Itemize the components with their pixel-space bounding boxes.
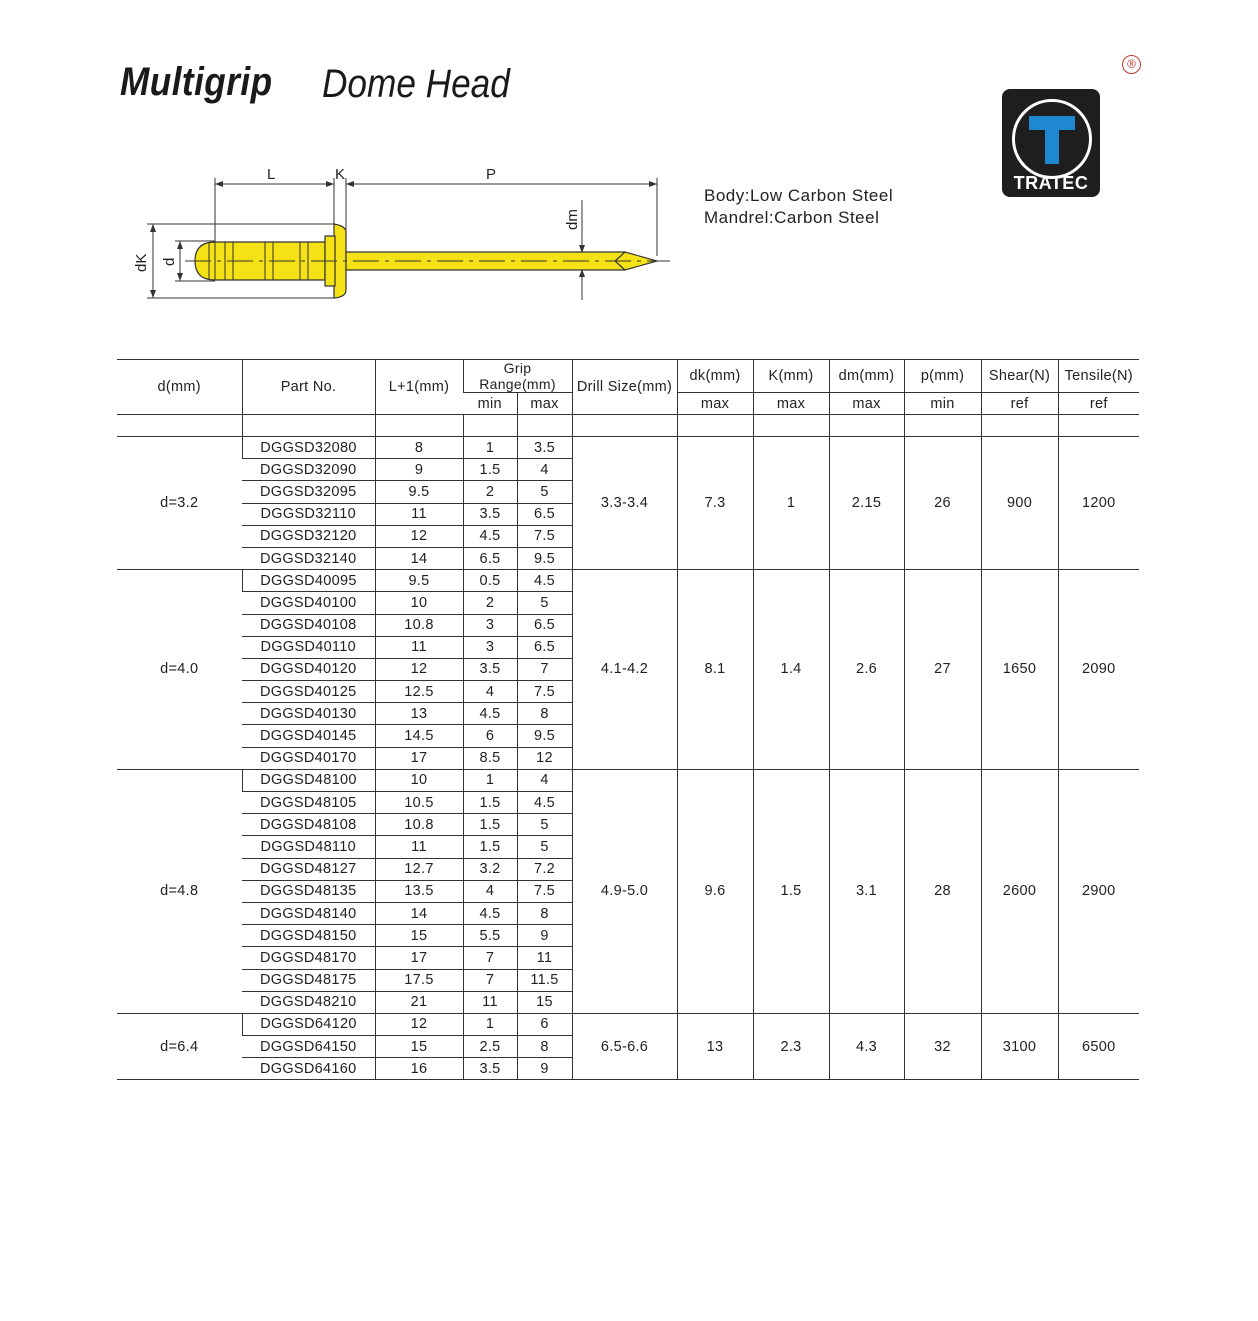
grip-max-cell: 11.5 xyxy=(517,969,572,991)
part-number-cell: DGGSD32080 xyxy=(242,437,375,459)
label-k: K xyxy=(335,166,346,183)
header-d: d(mm) xyxy=(117,360,242,415)
label-l: L xyxy=(267,166,276,183)
tensile-cell: 6500 xyxy=(1058,1013,1139,1080)
logo-t-bar xyxy=(1029,116,1075,130)
grip-min-cell: 6 xyxy=(463,725,517,747)
header-dk: dk(mm) xyxy=(677,360,753,393)
part-number-cell: DGGSD64150 xyxy=(242,1036,375,1058)
header-shear-sub: ref xyxy=(981,393,1058,415)
length-cell: 9.5 xyxy=(375,570,463,592)
grip-min-cell: 1.5 xyxy=(463,459,517,481)
label-dk: dK xyxy=(133,253,150,272)
part-number-cell: DGGSD32110 xyxy=(242,503,375,525)
part-number-cell: DGGSD40110 xyxy=(242,636,375,658)
header-k: K(mm) xyxy=(753,360,829,393)
table-row xyxy=(117,570,1139,592)
grip-max-cell: 9 xyxy=(517,1058,572,1080)
part-number-cell: DGGSD48210 xyxy=(242,991,375,1013)
header-grip-max: max xyxy=(517,393,572,415)
part-number-cell: DGGSD48110 xyxy=(242,836,375,858)
grip-max-cell: 9.5 xyxy=(517,725,572,747)
grip-max-cell: 9 xyxy=(517,925,572,947)
grip-min-cell: 8.5 xyxy=(463,747,517,769)
length-cell: 10.5 xyxy=(375,792,463,814)
dk-cell: 8.1 xyxy=(677,570,753,770)
grip-min-cell: 1.5 xyxy=(463,792,517,814)
length-cell: 11 xyxy=(375,636,463,658)
label-dm: dm xyxy=(564,209,581,230)
shear-cell: 3100 xyxy=(981,1013,1058,1080)
shear-cell: 2600 xyxy=(981,769,1058,1013)
length-cell: 8 xyxy=(375,437,463,459)
length-cell: 17.5 xyxy=(375,969,463,991)
header-shear: Shear(N) xyxy=(981,360,1058,393)
logo-text: TRATEC xyxy=(1013,173,1089,193)
l-arrow-right-head xyxy=(326,181,334,187)
length-cell: 12 xyxy=(375,1013,463,1035)
material-spec xyxy=(704,185,893,229)
dm-cell: 4.3 xyxy=(829,1013,904,1080)
header-tensile-sub: ref xyxy=(1058,393,1139,415)
header-p-sub: min xyxy=(904,393,981,415)
length-cell: 10.8 xyxy=(375,814,463,836)
part-number-cell: DGGSD48140 xyxy=(242,902,375,924)
length-cell: 16 xyxy=(375,1058,463,1080)
k-cell: 1 xyxy=(753,437,829,570)
grip-min-cell: 4 xyxy=(463,681,517,703)
shear-cell: 1650 xyxy=(981,570,1058,770)
length-cell: 12 xyxy=(375,658,463,680)
part-number-cell: DGGSD40095 xyxy=(242,570,375,592)
length-cell: 10.8 xyxy=(375,614,463,636)
k-cell: 1.4 xyxy=(753,570,829,770)
k-cell: 2.3 xyxy=(753,1013,829,1080)
mandrel-material: Mandrel:Carbon Steel xyxy=(704,208,880,227)
length-cell: 9 xyxy=(375,459,463,481)
grip-min-cell: 3.2 xyxy=(463,858,517,880)
grip-max-cell: 7.5 xyxy=(517,880,572,902)
part-number-cell: DGGSD40120 xyxy=(242,658,375,680)
dm-cell: 2.6 xyxy=(829,570,904,770)
d-arrow-bottom xyxy=(177,273,183,281)
length-cell: 17 xyxy=(375,947,463,969)
grip-max-cell: 8 xyxy=(517,902,572,924)
tensile-cell: 2090 xyxy=(1058,570,1139,770)
header-grip-range: Grip Range(mm) xyxy=(463,360,572,393)
logo-ring-icon xyxy=(1012,99,1092,179)
diameter-cell: d=4.8 xyxy=(117,769,242,1013)
length-cell: 9.5 xyxy=(375,481,463,503)
part-number-cell: DGGSD48170 xyxy=(242,947,375,969)
drill-size-cell: 3.3-3.4 xyxy=(572,437,677,570)
table-row xyxy=(117,769,1139,791)
grip-max-cell: 12 xyxy=(517,747,572,769)
header-k-sub: max xyxy=(753,393,829,415)
grip-max-cell: 3.5 xyxy=(517,437,572,459)
header-dk-sub: max xyxy=(677,393,753,415)
part-number-cell: DGGSD48127 xyxy=(242,858,375,880)
grip-max-cell: 4.5 xyxy=(517,570,572,592)
grip-max-cell: 6.5 xyxy=(517,636,572,658)
grip-min-cell: 1 xyxy=(463,1013,517,1035)
drill-size-cell: 4.1-4.2 xyxy=(572,570,677,770)
grip-max-cell: 8 xyxy=(517,703,572,725)
part-number-cell: DGGSD48150 xyxy=(242,925,375,947)
grip-min-cell: 4.5 xyxy=(463,525,517,547)
grip-min-cell: 4 xyxy=(463,880,517,902)
dk-cell: 7.3 xyxy=(677,437,753,570)
dk-cell: 9.6 xyxy=(677,769,753,1013)
table-row xyxy=(117,437,1139,459)
length-cell: 11 xyxy=(375,503,463,525)
l-arrow-left-head xyxy=(215,181,223,187)
spec-table-body xyxy=(117,437,1139,1080)
length-cell: 14.5 xyxy=(375,725,463,747)
length-cell: 12.5 xyxy=(375,681,463,703)
grip-max-cell: 7.2 xyxy=(517,858,572,880)
part-number-cell: DGGSD32095 xyxy=(242,481,375,503)
part-number-cell: DGGSD40125 xyxy=(242,681,375,703)
length-cell: 14 xyxy=(375,547,463,569)
logo-t-stem xyxy=(1045,130,1059,164)
tensile-cell: 2900 xyxy=(1058,769,1139,1013)
drill-size-cell: 6.5-6.6 xyxy=(572,1013,677,1080)
grip-max-cell: 9.5 xyxy=(517,547,572,569)
header-p: p(mm) xyxy=(904,360,981,393)
p-arrow-left-head xyxy=(346,181,354,187)
grip-max-cell: 4 xyxy=(517,459,572,481)
length-cell: 13 xyxy=(375,703,463,725)
diameter-cell: d=6.4 xyxy=(117,1013,242,1080)
part-number-cell: DGGSD48175 xyxy=(242,969,375,991)
blank-row xyxy=(117,415,1139,437)
length-cell: 11 xyxy=(375,836,463,858)
d-arrow-top xyxy=(177,241,183,249)
grip-max-cell: 6.5 xyxy=(517,614,572,636)
length-cell: 15 xyxy=(375,1036,463,1058)
part-number-cell: DGGSD48108 xyxy=(242,814,375,836)
length-cell: 14 xyxy=(375,902,463,924)
grip-max-cell: 5 xyxy=(517,836,572,858)
page-subtitle: Dome Head xyxy=(322,62,510,106)
grip-max-cell: 4 xyxy=(517,769,572,791)
part-number-cell: DGGSD40100 xyxy=(242,592,375,614)
header-dm-sub: max xyxy=(829,393,904,415)
length-cell: 12 xyxy=(375,525,463,547)
grip-max-cell: 11 xyxy=(517,947,572,969)
grip-min-cell: 3 xyxy=(463,636,517,658)
p-cell: 28 xyxy=(904,769,981,1013)
header-length: L+1(mm) xyxy=(375,360,463,415)
grip-min-cell: 4.5 xyxy=(463,902,517,924)
dm-cell: 2.15 xyxy=(829,437,904,570)
part-number-cell: DGGSD48135 xyxy=(242,880,375,902)
table-row xyxy=(117,1013,1139,1035)
dk-cell: 13 xyxy=(677,1013,753,1080)
grip-max-cell: 15 xyxy=(517,991,572,1013)
header-part-no: Part No. xyxy=(242,360,375,415)
dm-cell: 3.1 xyxy=(829,769,904,1013)
body-material: Body:Low Carbon Steel xyxy=(704,186,894,205)
grip-max-cell: 7.5 xyxy=(517,681,572,703)
label-p: P xyxy=(486,166,497,183)
grip-min-cell: 3.5 xyxy=(463,658,517,680)
p-cell: 32 xyxy=(904,1013,981,1080)
grip-max-cell: 7.5 xyxy=(517,525,572,547)
grip-min-cell: 7 xyxy=(463,969,517,991)
registered-mark: ® xyxy=(1122,55,1141,74)
tensile-cell: 1200 xyxy=(1058,437,1139,570)
p-arrow-right-head xyxy=(649,181,657,187)
header-dm: dm(mm) xyxy=(829,360,904,393)
part-number-cell: DGGSD40130 xyxy=(242,703,375,725)
part-number-cell: DGGSD64120 xyxy=(242,1013,375,1035)
length-cell: 12.7 xyxy=(375,858,463,880)
shear-cell: 900 xyxy=(981,437,1058,570)
part-number-cell: DGGSD32090 xyxy=(242,459,375,481)
spec-table xyxy=(117,359,1139,1080)
p-cell: 26 xyxy=(904,437,981,570)
drill-size-cell: 4.9-5.0 xyxy=(572,769,677,1013)
grip-max-cell: 5 xyxy=(517,481,572,503)
grip-min-cell: 7 xyxy=(463,947,517,969)
length-cell: 10 xyxy=(375,592,463,614)
grip-min-cell: 4.5 xyxy=(463,703,517,725)
diameter-cell: d=3.2 xyxy=(117,437,242,570)
grip-min-cell: 1.5 xyxy=(463,814,517,836)
grip-min-cell: 3.5 xyxy=(463,503,517,525)
grip-min-cell: 1 xyxy=(463,437,517,459)
k-cell: 1.5 xyxy=(753,769,829,1013)
part-number-cell: DGGSD48100 xyxy=(242,769,375,791)
part-number-cell: DGGSD40108 xyxy=(242,614,375,636)
part-number-cell: DGGSD32120 xyxy=(242,525,375,547)
header-tensile: Tensile(N) xyxy=(1058,360,1139,393)
grip-max-cell: 4.5 xyxy=(517,792,572,814)
dk-arrow-top xyxy=(150,224,156,232)
grip-min-cell: 3 xyxy=(463,614,517,636)
length-cell: 15 xyxy=(375,925,463,947)
part-number-cell: DGGSD64160 xyxy=(242,1058,375,1080)
part-number-cell: DGGSD40145 xyxy=(242,725,375,747)
part-number-cell: DGGSD48105 xyxy=(242,792,375,814)
diameter-cell: d=4.0 xyxy=(117,570,242,770)
label-d: d xyxy=(161,257,178,266)
grip-min-cell: 2 xyxy=(463,481,517,503)
grip-min-cell: 3.5 xyxy=(463,1058,517,1080)
length-cell: 21 xyxy=(375,991,463,1013)
grip-max-cell: 5 xyxy=(517,814,572,836)
grip-max-cell: 7 xyxy=(517,658,572,680)
grip-min-cell: 1 xyxy=(463,769,517,791)
grip-min-cell: 2.5 xyxy=(463,1036,517,1058)
rivet-diagram xyxy=(125,160,685,310)
length-cell: 10 xyxy=(375,769,463,791)
tratec-logo xyxy=(1002,89,1100,197)
grip-min-cell: 6.5 xyxy=(463,547,517,569)
page-title: Multigrip xyxy=(120,60,273,104)
grip-min-cell: 5.5 xyxy=(463,925,517,947)
grip-max-cell: 8 xyxy=(517,1036,572,1058)
header-grip-min: min xyxy=(463,393,517,415)
dk-arrow-bottom xyxy=(150,290,156,298)
p-cell: 27 xyxy=(904,570,981,770)
grip-max-cell: 5 xyxy=(517,592,572,614)
part-number-cell: DGGSD40170 xyxy=(242,747,375,769)
length-cell: 17 xyxy=(375,747,463,769)
part-number-cell: DGGSD32140 xyxy=(242,547,375,569)
grip-min-cell: 2 xyxy=(463,592,517,614)
grip-max-cell: 6 xyxy=(517,1013,572,1035)
grip-min-cell: 1.5 xyxy=(463,836,517,858)
length-cell: 13.5 xyxy=(375,880,463,902)
grip-min-cell: 0.5 xyxy=(463,570,517,592)
header-drill-size: Drill Size(mm) xyxy=(572,360,677,415)
grip-max-cell: 6.5 xyxy=(517,503,572,525)
grip-min-cell: 11 xyxy=(463,991,517,1013)
